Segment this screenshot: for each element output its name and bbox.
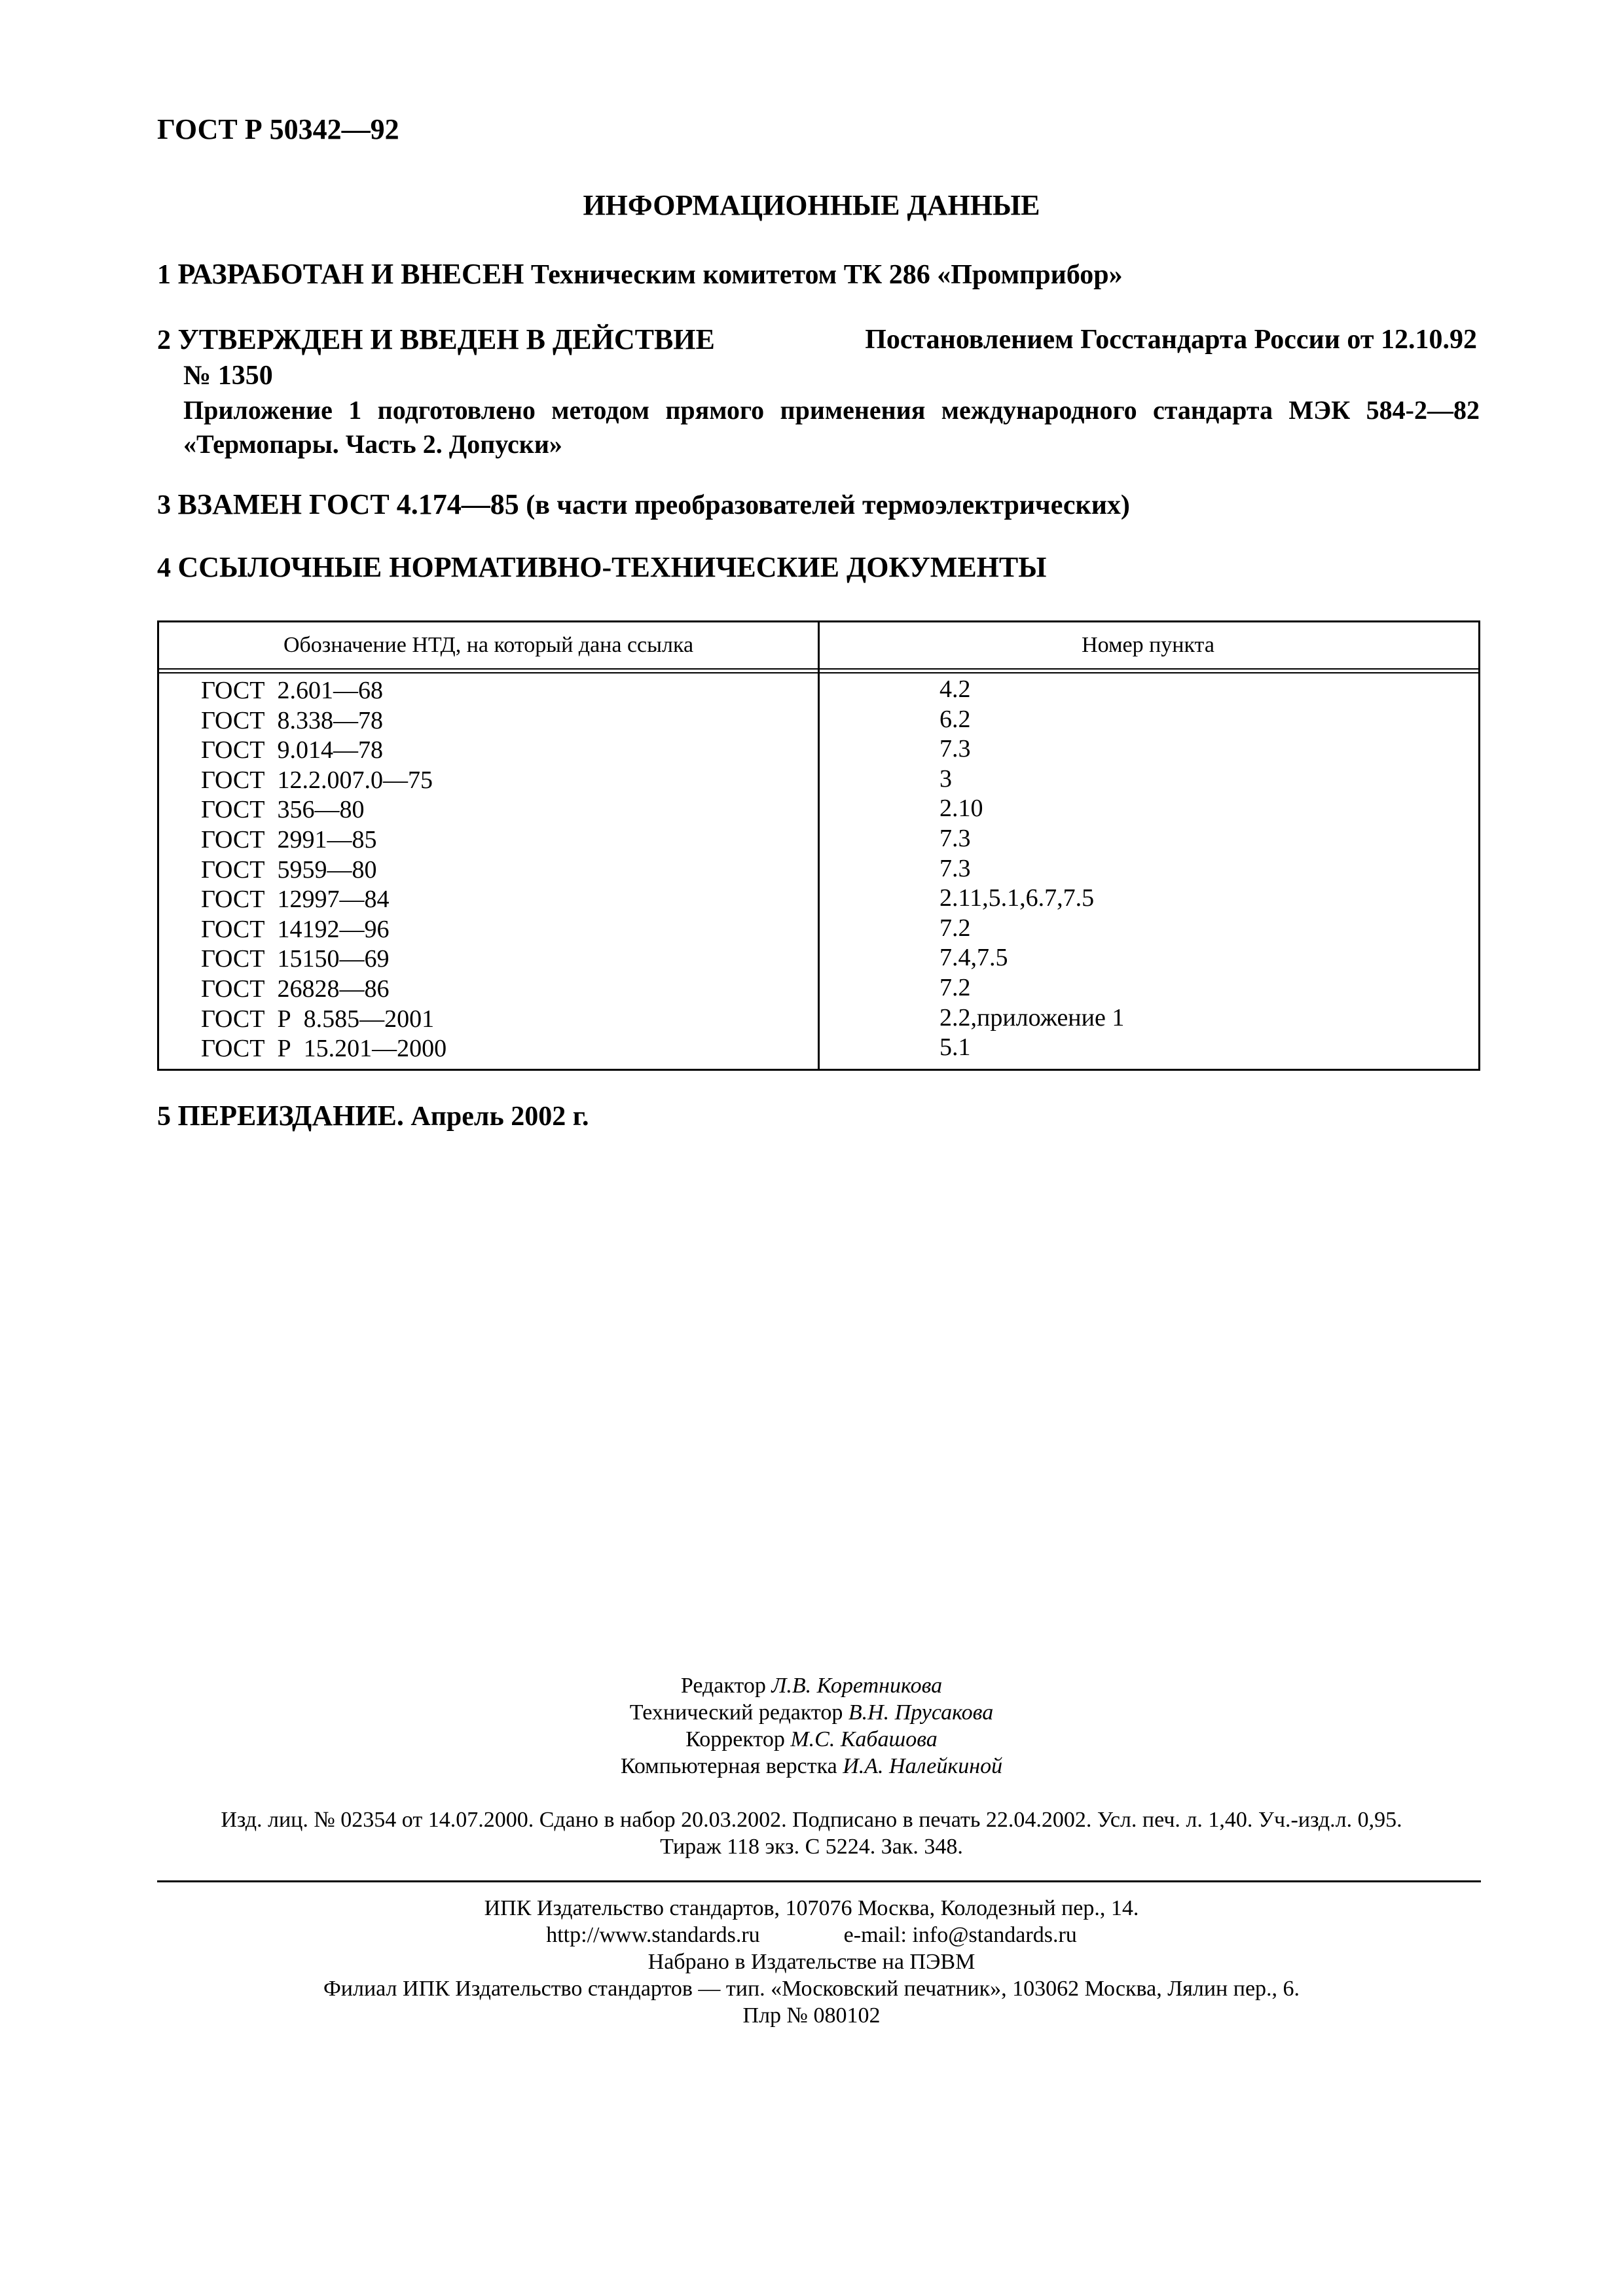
table-cell-item: 2.11,5.1,6.7,7.5 <box>939 884 1095 912</box>
table-cell-doc: ГОСТ 15150—69 <box>201 945 390 973</box>
info-item-2 <box>157 322 1480 461</box>
info-item-5 <box>157 1098 1480 1134</box>
item-number: 4 <box>157 553 171 583</box>
credit-editor <box>0 1672 1623 1699</box>
item-text: Апрель 2002 г. <box>410 1102 589 1132</box>
document-code: ГОСТ Р 50342—92 <box>157 113 399 145</box>
table-cell-item: 7.3 <box>939 854 971 882</box>
typeset-note: Набрано в Издательстве на ПЭВМ <box>647 1950 976 1974</box>
item-text: Постановлением Госстандарта России от 12.10.92 <box>865 325 1477 355</box>
page-title: ИНФОРМАЦИОННЫЕ ДАННЫЕ <box>583 189 1040 221</box>
info-item-3 <box>157 487 1480 523</box>
item-number: 1 <box>157 260 171 290</box>
table-cell-doc: ГОСТ 356—80 <box>201 796 365 824</box>
credit-tech-editor <box>0 1699 1623 1726</box>
email-link[interactable]: e-mail: info@standards.ru <box>843 1923 1077 1947</box>
credit-person: В.Н. Прусакова <box>848 1700 994 1725</box>
header-divider-double <box>159 672 1478 673</box>
publisher-footer <box>0 1895 1623 2029</box>
column-divider <box>818 622 820 1069</box>
table-cell-doc: ГОСТ 2.601—68 <box>201 677 383 704</box>
credit-label: Технический редактор <box>629 1700 843 1725</box>
credits-block <box>0 1672 1623 1780</box>
item-number: 3 <box>157 490 171 520</box>
table-cell-doc: ГОСТ 14192—96 <box>201 915 390 943</box>
credit-label: Корректор <box>685 1727 785 1751</box>
table-cell-item: 2.2,приложение 1 <box>939 1003 1125 1031</box>
item-text-continued: № 1350 <box>183 361 273 391</box>
table-cell-doc: ГОСТ Р 8.585—2001 <box>201 1005 435 1033</box>
item-heading: РАЗРАБОТАН И ВНЕСЕН <box>177 258 524 290</box>
table-cell-item: 4.2 <box>939 675 971 703</box>
table-cell-doc: ГОСТ 26828—86 <box>201 975 390 1003</box>
table-cell-doc: ГОСТ 12997—84 <box>201 886 390 914</box>
footer-divider <box>157 1880 1481 1882</box>
credit-label: Редактор <box>680 1674 766 1698</box>
contact-line <box>0 1922 1623 1948</box>
item-heading: ПЕРЕИЗДАНИЕ. <box>177 1100 404 1132</box>
table-cell-doc: ГОСТ 12.2.007.0—75 <box>201 766 433 794</box>
table-cell-item: 3 <box>939 764 952 793</box>
website-link[interactable]: http://www.standards.ru <box>546 1923 760 1947</box>
publication-line: Тираж 118 экз. С 5224. Зак. 348. <box>660 1835 963 1859</box>
table-cell-item: 7.3 <box>939 824 971 852</box>
table-cell-doc: ГОСТ 2991—85 <box>201 825 377 853</box>
item-number: 5 <box>157 1102 171 1132</box>
table-cell-item: 5.1 <box>939 1033 971 1062</box>
table-cell-doc: ГОСТ 9.014—78 <box>201 736 383 764</box>
item-heading: ВЗАМЕН ГОСТ 4.174—85 <box>177 488 519 520</box>
table-cell-item: 2.10 <box>939 795 983 823</box>
credit-label: Компьютерная верстка <box>620 1754 837 1778</box>
info-item-1 <box>157 257 1480 293</box>
header-divider <box>159 668 1478 670</box>
table-header-item-number: Номер пункта <box>1082 633 1214 657</box>
table-cell-item: 6.2 <box>939 705 971 733</box>
info-item-4 <box>157 550 1480 586</box>
publisher-address: ИПК Издательство стандартов, 107076 Москва, Колодезный пер., 14. <box>484 1896 1139 1920</box>
item-note: Приложение 1 подготовлено методом прямого применения международного стандарта МЭК 584-2—82 «Термопары. Часть 2. Допуски» <box>183 395 1480 459</box>
item-text: (в части преобразователей термоэлектрических) <box>526 490 1130 520</box>
item-text: Техническим комитетом ТК 286 «Промприбор» <box>530 260 1123 290</box>
table-cell-doc: ГОСТ Р 15.201—2000 <box>201 1035 447 1063</box>
table-cell-doc: ГОСТ 5959—80 <box>201 855 377 884</box>
table-cell-item: 7.2 <box>939 914 971 942</box>
credit-corrector <box>0 1726 1623 1753</box>
table-cell-doc: ГОСТ 8.338—78 <box>201 706 383 734</box>
item-heading: ССЫЛОЧНЫЕ НОРМАТИВНО-ТЕХНИЧЕСКИЕ ДОКУМЕНТЫ <box>177 551 1047 583</box>
item-number: 2 <box>157 325 171 355</box>
table-cell-item: 7.4,7.5 <box>939 944 1008 972</box>
credit-person: Л.В. Коретникова <box>771 1674 943 1698</box>
credit-layout <box>0 1753 1623 1780</box>
publication-line: Изд. лиц. № 02354 от 14.07.2000. Сдано в набор 20.03.2002. Подписано в печать 22.04.2002. Усл. печ. л. 1,40. Уч.-изд.л. 0,95. <box>221 1808 1402 1832</box>
item-heading: УТВЕРЖДЕН И ВВЕДЕН В ДЕЙСТВИЕ <box>177 323 715 355</box>
item-number-column <box>939 675 1124 1063</box>
reference-table <box>157 620 1480 1071</box>
table-header-document: Обозначение НТД, на который дана ссылка <box>283 633 694 657</box>
credit-person: И.А. Налейкиной <box>843 1754 1003 1778</box>
credit-person: М.С. Кабашова <box>790 1727 938 1751</box>
table-cell-item: 7.2 <box>939 973 971 1001</box>
branch-address: Филиал ИПК Издательство стандартов — тип. «Московский печатник», 103062 Москва, Лялин пер., 6. <box>323 1977 1300 2001</box>
publication-info <box>0 1806 1623 1860</box>
plr-number: Плр № 080102 <box>742 2003 881 2028</box>
document-column <box>201 676 447 1064</box>
table-cell-item: 7.3 <box>939 735 971 763</box>
